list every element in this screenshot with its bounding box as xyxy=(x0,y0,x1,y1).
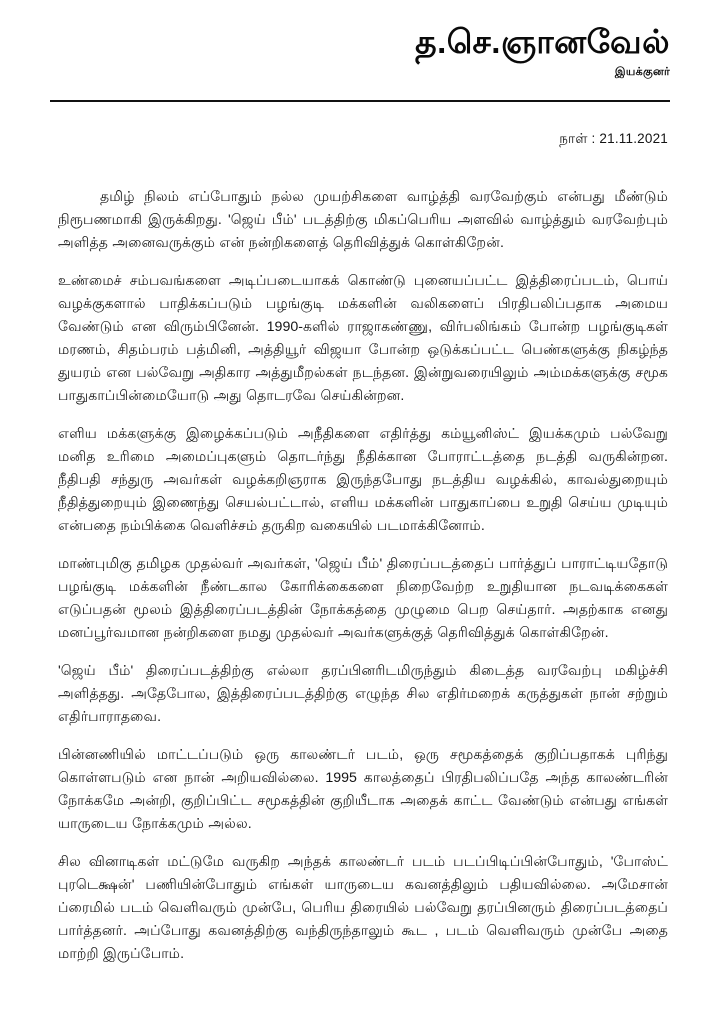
paragraph-1: தமிழ் நிலம் எப்போதும் நல்ல முயற்சிகளை வாழ்த்தி வரவேற்கும் என்பது மீண்டும் நிரூபணமாகி இருக்கிறது. 'ஜெய் பீம்' படத்திற்கு மிகப்பெரிய அளவில் வாழ்த்தும் வரவேற்பும் அளித்த அனைவருக்கும் என் நன்றிகளைத் தெரிவித்துக் கொள்கிறேன். xyxy=(58,189,668,251)
paragraph-5: 'ஜெய் பீம்' திரைப்படத்திற்கு எல்லா தரப்பினரிடமிருந்தும் கிடைத்த வரவேற்பு மகிழ்ச்சி அளித்தது. அதேபோல, இத்திரைப்படத்திற்கு எழுந்த சில எதிர்மறைக் கருத்துகள் நான் சற்றும் எதிர்பாராதவை. xyxy=(58,663,668,725)
paragraph-6: பின்னணியில் மாட்டப்படும் ஒரு காலண்டர் படம், ஒரு சமூகத்தைக் குறிப்பதாகக் புரிந்து கொள்ளபடும் என நான் அறியவில்லை. 1995 காலத்தைப் பிரதிபலிப்பதே அந்த காலண்டரின் நோக்கமே அன்றி, குறிப்பிட்ட சமூகத்தின் குறியீடாக அதைக் காட்ட வேண்டும் என்பது எங்கள் யாருடைய நோக்கமும் அல்ல. xyxy=(58,747,668,832)
header-divider xyxy=(50,100,670,102)
paragraph-3: எளிய மக்களுக்கு இழைக்கப்படும் அநீதிகளை எதிர்த்து கம்யூனிஸ்ட் இயக்கமும் பல்வேறு மனித உரிமை அமைப்புகளும் தொடர்ந்து நீதிக்கான போராட்டத்தை நடத்தி வருகின்றன. நீதிபதி சந்துரு அவர்கள் வழக்கறிஞராக இருந்தபோது நடத்திய வழக்கில், காவல்துறையும் நீதித்துறையும் இணைந்து செயல்பட்டால், எளிய மக்களின் பாதுகாப்பை உறுதி செய்ய முடியும் என்பதை நம்பிக்கை வெளிச்சம் தருகிற வகையில் படமாக்கினோம். xyxy=(58,426,668,534)
paragraph-7: சில வினாடிகள் மட்டுமே வருகிற அந்தக் காலண்டர் படம் படப்பிடிப்பின்போதும், 'போஸ்ட் புரடெக்ஷன்' பணியின்போதும் எங்கள் யாருடைய கவனத்திலும் பதியவில்லை. அமேசான் ப்ரைமில் படம் வெளிவரும் முன்பே, பெரிய திரையில் பல்வேறு தரப்பினரும் திரைப்படத்தைப் பார்த்தனர். அப்போது கவனத்திற்கு வந்திருந்தாலும் கூட , படம் வெளிவரும் முன்பே அதை மாற்றி இருப்போம். xyxy=(58,854,668,962)
letterhead-role: இயக்குனர் xyxy=(614,65,670,78)
letterhead xyxy=(50,24,670,80)
letter-body xyxy=(58,186,668,966)
paragraph-2: உண்மைச் சம்பவங்களை அடிப்படையாகக் கொண்டு புனையப்பட்ட இத்திரைப்படம், பொய் வழக்குகளால் பாதிக்கப்படும் பழங்குடி மக்களின் வலிகளைப் பிரதிபலிப்பதாக அமைய வேண்டும் என விரும்பினேன். 1990-களில் ராஜாகண்ணு, விர்பலிங்கம் போன்ற பழங்குடிகள் மரணம், சிதம்பரம் பத்மினி, அத்தியூர் விஜயா போன்ற ஒடுக்கப்பட்ட பெண்களுக்கு நிகழ்ந்த துயரம் என பல்வேறு அதிகார அத்துமீறல்கள் நடந்தன. இன்றுவரையிலும் அம்மக்களுக்கு சமூக பாதுகாப்பின்மையோடு அது தொடரவே செய்கின்றன. xyxy=(58,273,668,404)
letterhead-name: த.செ.ஞானவேல் xyxy=(415,23,670,60)
paragraph-4: மாண்புமிகு தமிழக முதல்வர் அவர்கள், 'ஜெய் பீம்' திரைப்படத்தைப் பார்த்துப் பாராட்டியதோடு பழங்குடி மக்களின் நீண்டகால கோரிக்கைகளை நிறைவேற்ற உறுதியான நடவடிக்கைகள் எடுப்பதன் மூலம் இத்திரைப்படத்தின் நோக்கத்தை முழுமை பெற செய்தார். அதற்காக எனது மனப்பூர்வமான நன்றிகளை நமது முதல்வர் அவர்களுக்குத் தெரிவித்துக் கொள்கிறேன். xyxy=(58,556,668,641)
date-line: நாள் : 21.11.2021 xyxy=(559,131,668,146)
